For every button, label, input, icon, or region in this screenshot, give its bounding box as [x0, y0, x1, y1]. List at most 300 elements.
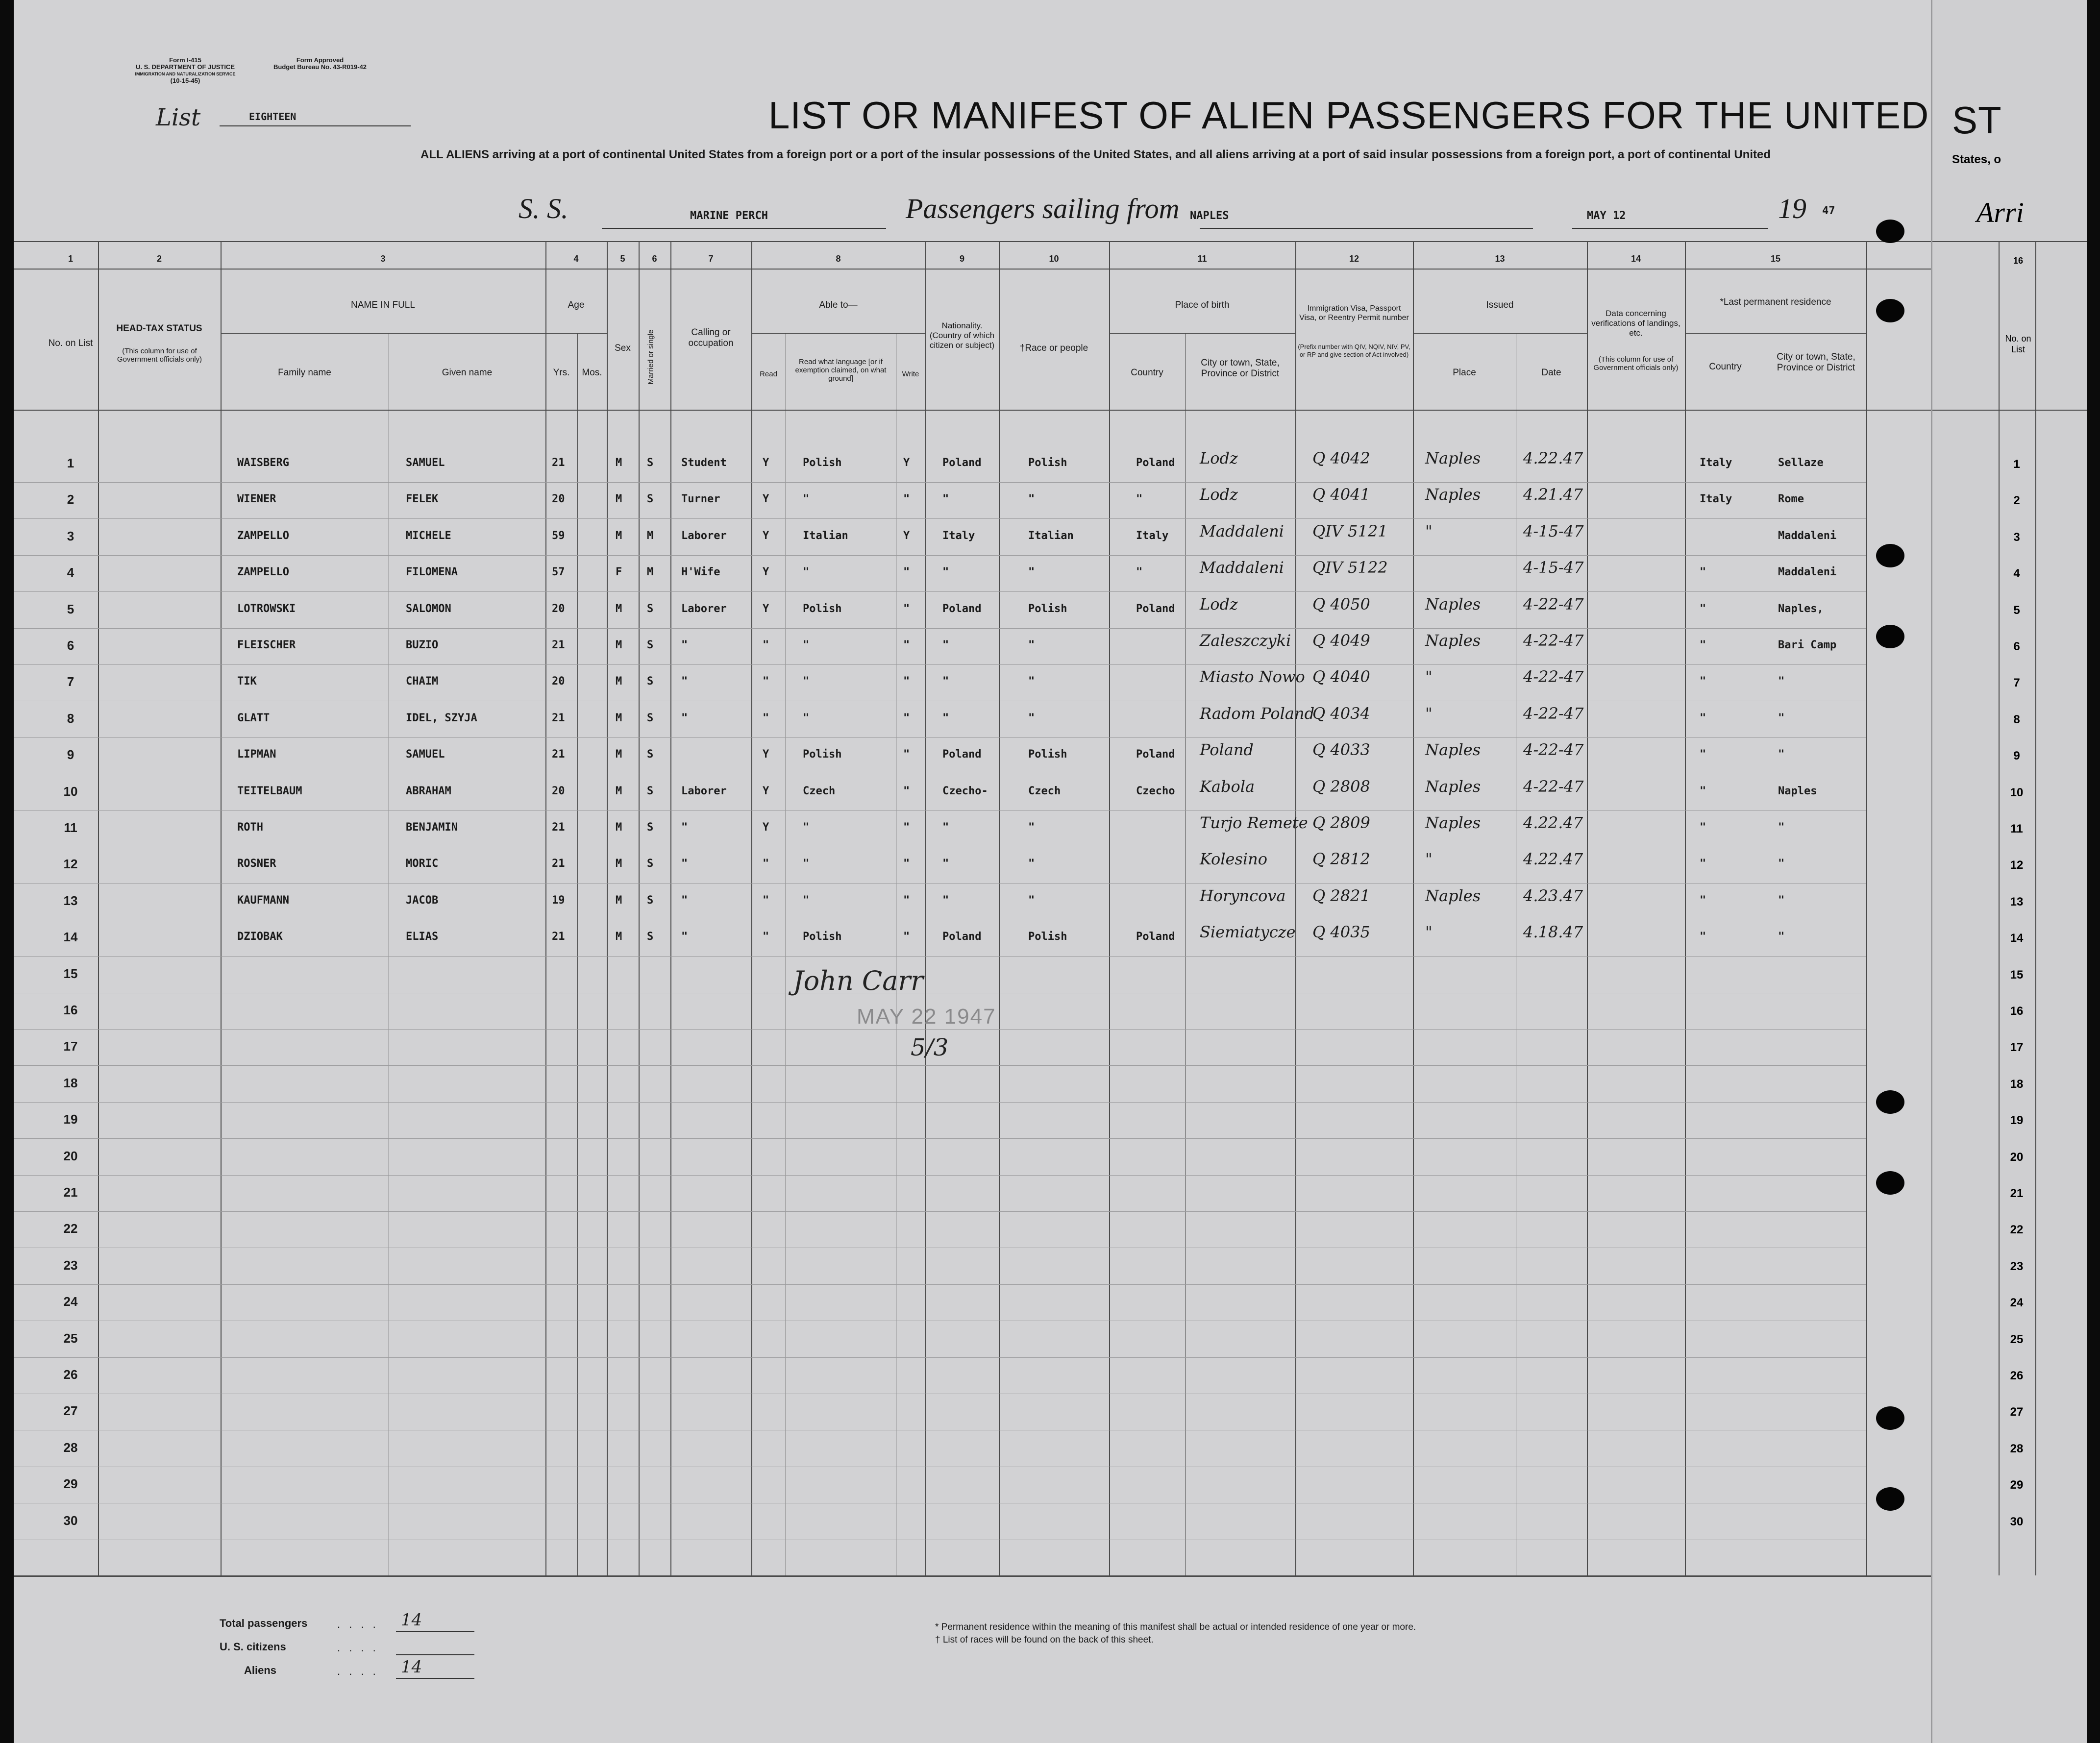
age-years: 21	[552, 639, 565, 651]
can-read: "	[763, 894, 769, 907]
row-rule	[14, 1029, 1866, 1030]
issued-date: 4.23.47	[1523, 886, 1583, 905]
sex: F	[616, 566, 622, 579]
family-name: KAUFMANN	[237, 894, 289, 907]
issued-place: Naples	[1425, 631, 1481, 650]
row-rule	[14, 1211, 1866, 1212]
birth-city: Maddaleni	[1200, 521, 1284, 540]
given-name: MICHELE	[406, 529, 451, 542]
row-number: 16	[63, 1003, 78, 1017]
family-name: TEITELBAUM	[237, 785, 302, 797]
issued-date: 4-22-47	[1523, 631, 1584, 650]
occupation: "	[681, 821, 688, 834]
birth-country: "	[1136, 493, 1143, 506]
can-write: Y	[903, 529, 910, 542]
header-able-to: Able to—	[819, 300, 858, 310]
budget-number: Budget Bureau No. 43-R019-42	[273, 63, 367, 71]
residence-country: "	[1700, 566, 1706, 579]
header-visa-note: (Prefix number with QIV, NQIV, NIV, PV, or RP and give section of Act involved)	[1298, 343, 1410, 358]
dot-leader: . . . .	[337, 1642, 379, 1654]
col-line	[639, 241, 640, 1575]
issued-date: 4.22.47	[1523, 813, 1583, 832]
row-number: 26	[63, 1367, 78, 1382]
row-number: 22	[63, 1221, 78, 1236]
read-language: Polish	[803, 602, 842, 615]
able-subheader-line	[751, 333, 925, 334]
visa-number: Q 4049	[1312, 631, 1370, 650]
residence-city: "	[1778, 894, 1785, 907]
residence-city: Naples,	[1778, 602, 1824, 615]
row-number: 9	[67, 747, 74, 762]
can-read: Y	[763, 785, 769, 797]
residence-city: Sellaze	[1778, 457, 1824, 469]
row-rule	[14, 737, 1866, 738]
visa-number: QIV 5122	[1312, 558, 1388, 577]
adjacent-row-number: 6	[2013, 640, 2020, 653]
row-rule	[14, 591, 1866, 592]
adjacent-row-number: 10	[2010, 786, 2024, 799]
sex: M	[616, 493, 622, 506]
row-rule	[14, 1138, 1866, 1139]
family-name: LOTROWSKI	[237, 602, 296, 615]
issued-date: 4-22-47	[1523, 777, 1584, 796]
row-rule	[14, 1284, 1866, 1285]
adjacent-row-number: 7	[2013, 676, 2020, 690]
given-name: IDEL, SZYJA	[406, 712, 477, 724]
sailing-date: MAY 12	[1587, 210, 1626, 222]
sex: M	[616, 821, 622, 834]
list-label: List	[156, 104, 201, 131]
adjacent-border	[1932, 410, 2087, 411]
residence-city: "	[1778, 675, 1785, 688]
issued-place: Naples	[1425, 777, 1481, 796]
residence-subheader-line	[1685, 333, 1866, 334]
row-number: 28	[63, 1440, 78, 1455]
dot-leader: . . . .	[337, 1618, 379, 1630]
residence-city: Bari Camp	[1778, 639, 1837, 651]
issued-subheader-line	[1413, 333, 1587, 334]
adjacent-title: ST	[1952, 98, 2002, 142]
visa-number: Q 2812	[1312, 850, 1370, 869]
read-language: "	[803, 493, 810, 506]
race: Polish	[1028, 602, 1067, 615]
birth-city: Lodz	[1200, 594, 1238, 614]
family-name: GLATT	[237, 712, 270, 724]
given-name: BUZIO	[406, 639, 439, 651]
col-line	[577, 333, 578, 1575]
header-head-tax-note: (This column for use of Government officials only)	[117, 347, 202, 364]
adjacent-border	[1932, 241, 2087, 242]
residence-country: "	[1700, 894, 1706, 907]
issued-place: "	[1425, 667, 1433, 687]
read-language: "	[803, 858, 810, 870]
column-number: 8	[836, 254, 841, 264]
form-date-code: (10-15-45)	[170, 77, 200, 84]
page-title: LIST OR MANIFEST OF ALIEN PASSENGERS FOR THE UNITED	[768, 94, 1929, 137]
can-read: Y	[763, 821, 769, 834]
age-years: 19	[552, 894, 565, 907]
sex: M	[616, 785, 622, 797]
row-number: 23	[63, 1257, 78, 1273]
port-underline	[1200, 228, 1533, 229]
name-subheader-line	[221, 333, 545, 334]
marital-status: S	[647, 602, 654, 615]
adjacent-row-number: 11	[2010, 822, 2023, 835]
marital-status: S	[647, 785, 654, 797]
aliens-value: 14	[401, 1657, 422, 1677]
column-number: 11	[1197, 254, 1207, 264]
residence-city: Maddaleni	[1778, 566, 1837, 579]
service-name: IMMIGRATION AND NATURALIZATION SERVICE	[135, 72, 236, 76]
adjacent-row-number: 14	[2010, 932, 2024, 945]
issued-date: 4-22-47	[1523, 740, 1584, 760]
visa-number: Q 4033	[1312, 740, 1370, 760]
punch-hole	[1876, 1406, 1904, 1430]
age-years: 21	[552, 821, 565, 834]
family-name: WAISBERG	[237, 457, 289, 469]
adjacent-row-number: 5	[2013, 603, 2020, 617]
adjacent-colnum: 16	[2013, 256, 2024, 266]
occupation: "	[681, 675, 688, 688]
occupation: "	[681, 712, 688, 724]
punch-hole	[1876, 299, 1904, 322]
can-write: "	[903, 639, 910, 651]
nationality: Poland	[942, 931, 982, 943]
race: "	[1028, 894, 1035, 907]
can-read: Y	[763, 457, 769, 469]
family-name: WIENER	[237, 493, 276, 506]
form-number: Form I-415	[169, 56, 201, 64]
header-birth-city: City or town, State, Province or District	[1201, 358, 1280, 379]
nationality: "	[942, 821, 949, 834]
read-language: Czech	[803, 785, 836, 797]
list-value: EIGHTEEN	[249, 111, 296, 123]
issued-place: Naples	[1425, 740, 1481, 760]
visa-number: Q 2821	[1312, 886, 1370, 905]
issued-date: 4.22.47	[1523, 449, 1583, 467]
col-line	[1866, 241, 1867, 1575]
header-calling: Calling or occupation	[688, 327, 734, 348]
column-number: 13	[1495, 254, 1505, 264]
nationality: Poland	[942, 457, 982, 469]
us-citizens-label: U. S. citizens	[220, 1641, 286, 1653]
birth-country: "	[1136, 566, 1143, 579]
adjacent-row-number: 9	[2013, 749, 2020, 763]
residence-country: "	[1700, 858, 1706, 870]
visa-number: Q 4035	[1312, 923, 1370, 942]
header-race: †Race or people	[1019, 343, 1088, 353]
residence-city: "	[1778, 821, 1785, 834]
race: Italian	[1028, 529, 1074, 542]
nationality: "	[942, 858, 949, 870]
can-write: "	[903, 748, 910, 761]
row-number: 17	[63, 1039, 78, 1054]
age-years: 20	[552, 602, 565, 615]
nationality: "	[942, 894, 949, 907]
header-issued-place: Place	[1453, 368, 1476, 378]
birth-city: Kabola	[1200, 777, 1255, 796]
department-name: U. S. DEPARTMENT OF JUSTICE	[136, 63, 235, 71]
col-line	[607, 241, 608, 1575]
given-name: FILOMENA	[406, 566, 458, 579]
nationality: Italy	[942, 529, 975, 542]
read-language: Polish	[803, 748, 842, 761]
age-years: 57	[552, 566, 565, 579]
birth-city: Poland	[1200, 740, 1254, 760]
residence-country: Italy	[1700, 493, 1732, 506]
marital-status: M	[647, 529, 654, 542]
punch-hole	[1876, 1171, 1904, 1195]
table-top-border	[14, 241, 1935, 242]
header-yrs: Yrs.	[553, 368, 570, 378]
adjacent-row-number: 16	[2010, 1005, 2024, 1018]
family-name: ZAMPELLO	[237, 566, 289, 579]
occupation: "	[681, 931, 688, 943]
row-number: 8	[67, 711, 74, 726]
race: Polish	[1028, 748, 1067, 761]
birth-country: Poland	[1136, 457, 1175, 469]
can-write: "	[903, 566, 910, 579]
aliens-underline	[396, 1678, 474, 1679]
race: "	[1028, 712, 1035, 724]
issued-date: 4.21.47	[1523, 485, 1583, 504]
year-suffix: 47	[1822, 205, 1835, 217]
column-number: 4	[573, 254, 579, 264]
can-write: Y	[903, 457, 910, 469]
list-underline	[220, 125, 411, 126]
total-passengers-label: Total passengers	[220, 1617, 308, 1629]
can-write: "	[903, 712, 910, 724]
given-name: SAMUEL	[406, 457, 445, 469]
nationality: "	[942, 712, 949, 724]
adjacent-row-number: 20	[2010, 1150, 2024, 1164]
can-read: Y	[763, 566, 769, 579]
visa-number: Q 4050	[1312, 594, 1370, 614]
row-rule	[14, 1357, 1866, 1358]
given-name: SALOMON	[406, 602, 451, 615]
footnote-races: † List of races will be found on the back of this sheet.	[935, 1635, 1154, 1645]
residence-city: "	[1778, 858, 1785, 870]
residence-country: "	[1700, 639, 1706, 651]
header-age: Age	[568, 300, 585, 310]
row-number: 29	[63, 1476, 78, 1492]
issued-place: "	[1425, 704, 1433, 723]
occupation: Student	[681, 457, 727, 469]
column-number: 1	[68, 254, 73, 264]
age-years: 21	[552, 712, 565, 724]
col-line	[545, 241, 546, 1575]
residence-country: "	[1700, 748, 1706, 761]
header-nationality: Nationality. (Country of which citizen or subject)	[929, 321, 995, 350]
header-read: Read	[760, 370, 777, 378]
birth-city: Maddaleni	[1200, 558, 1284, 577]
read-language: "	[803, 894, 810, 907]
birth-city: Turjo Remete	[1200, 813, 1308, 832]
residence-country: Italy	[1700, 457, 1732, 469]
occupation: Laborer	[681, 529, 727, 542]
col-line	[1587, 241, 1588, 1575]
sex: M	[616, 931, 622, 943]
year-prefix: 19	[1778, 193, 1806, 224]
adjacent-row-number: 3	[2013, 530, 2020, 544]
marital-status: S	[647, 639, 654, 651]
row-number: 3	[67, 528, 74, 543]
header-verifications-note: (This column for use of Government officials only)	[1593, 355, 1679, 372]
adjacent-notice: States, o	[1952, 153, 2001, 166]
adjacent-no-on-list: No. on List	[2005, 334, 2031, 354]
budget-block	[264, 57, 376, 71]
family-name: ZAMPELLO	[237, 529, 289, 542]
row-number: 15	[63, 966, 78, 981]
ship-underline	[602, 228, 886, 229]
adjacent-row-number: 19	[2010, 1114, 2024, 1128]
row-rule	[14, 664, 1866, 665]
race: "	[1028, 821, 1035, 834]
adjacent-row-number: 29	[2010, 1478, 2024, 1492]
given-name: JACOB	[406, 894, 439, 907]
header-no-on-list: No. on List	[48, 338, 93, 348]
issued-date: 4-22-47	[1523, 667, 1584, 687]
birth-country: Poland	[1136, 748, 1175, 761]
row-rule	[14, 628, 1866, 629]
notice-text: ALL ALIENS arriving at a port of continental United States from a foreign port or a port of the insular possessions of the United States, and all aliens arriving at a port of said insular possessions from a foreign port, a port of continental United	[420, 148, 1771, 161]
can-write: "	[903, 931, 910, 943]
issued-date: 4.22.47	[1523, 850, 1583, 869]
read-language: Italian	[803, 529, 848, 542]
row-rule	[14, 555, 1866, 556]
row-rule	[14, 1102, 1866, 1103]
ship-name: MARINE PERCH	[690, 210, 768, 222]
column-number: 3	[380, 254, 386, 264]
birth-country: Poland	[1136, 602, 1175, 615]
col-line	[1295, 241, 1296, 1575]
adjacent-row-number: 13	[2010, 895, 2024, 908]
column-number: 12	[1349, 254, 1359, 264]
can-read: "	[763, 931, 769, 943]
race: Polish	[1028, 931, 1067, 943]
form-number-block	[134, 57, 237, 84]
issued-date: 4-15-47	[1523, 521, 1584, 540]
can-read: "	[763, 858, 769, 870]
row-number: 21	[63, 1185, 78, 1200]
visa-number: Q 2809	[1312, 813, 1370, 832]
sex: M	[616, 858, 622, 870]
adjacent-row-number: 1	[2013, 458, 2020, 471]
can-write: "	[903, 858, 910, 870]
header-last-residence: *Last permanent residence	[1720, 297, 1831, 307]
adjacent-row-number: 12	[2010, 859, 2024, 872]
column-number: 2	[156, 254, 162, 264]
age-years: 21	[552, 748, 565, 761]
punch-hole	[1876, 220, 1904, 243]
dot-leader: . . . .	[337, 1665, 379, 1677]
stamp-initials: 5/3	[911, 1034, 949, 1061]
birth-city: Lodz	[1200, 485, 1238, 504]
col-line	[1685, 241, 1686, 1575]
read-language: Polish	[803, 457, 842, 469]
adjacent-row-number: 28	[2010, 1442, 2024, 1455]
total-passengers-value: 14	[401, 1610, 422, 1630]
adjacent-row-number: 23	[2010, 1259, 2024, 1273]
race: Czech	[1028, 785, 1061, 797]
occupation: "	[681, 858, 688, 870]
visa-number: Q 4034	[1312, 704, 1370, 723]
residence-city: "	[1778, 931, 1785, 943]
column-number: 7	[708, 254, 714, 264]
row-rule	[14, 1175, 1866, 1176]
sex: M	[616, 894, 622, 907]
row-number: 12	[63, 857, 78, 872]
row-number: 11	[64, 820, 77, 835]
row-number: 20	[63, 1148, 78, 1163]
birth-country: Italy	[1136, 529, 1169, 542]
examiner-signature: John Carr	[793, 965, 924, 996]
can-read: "	[763, 675, 769, 688]
residence-country: "	[1700, 602, 1706, 615]
row-number: 30	[63, 1513, 78, 1528]
birth-country: Poland	[1136, 931, 1175, 943]
sex: M	[616, 712, 622, 724]
ss-label: S. S.	[519, 193, 568, 224]
residence-country: "	[1700, 712, 1706, 724]
col-line	[98, 241, 99, 1575]
visa-number: Q 4042	[1312, 449, 1370, 467]
residence-city: Naples	[1778, 785, 1817, 797]
age-years: 20	[552, 493, 565, 506]
adjacent-row-number: 4	[2013, 567, 2020, 581]
row-number: 25	[63, 1330, 78, 1346]
can-read: Y	[763, 529, 769, 542]
row-number: 5	[67, 601, 74, 616]
age-years: 59	[552, 529, 565, 542]
header-head-tax: HEAD-TAX STATUS	[116, 323, 202, 334]
residence-country: "	[1700, 675, 1706, 688]
adjacent-row-number: 21	[2010, 1187, 2024, 1200]
sex: M	[616, 529, 622, 542]
given-name: BENJAMIN	[406, 821, 458, 834]
family-name: FLEISCHER	[237, 639, 296, 651]
issued-place: Naples	[1425, 594, 1481, 614]
marital-status: M	[647, 566, 654, 579]
header-family-name: Family name	[278, 368, 331, 378]
issued-place: "	[1425, 850, 1433, 869]
birth-city: Radom Poland	[1200, 704, 1315, 723]
visa-number: Q 4040	[1312, 667, 1370, 687]
sex: M	[616, 602, 622, 615]
race: "	[1028, 493, 1035, 506]
residence-city: "	[1778, 748, 1785, 761]
marital-status: S	[647, 858, 654, 870]
age-years: 21	[552, 858, 565, 870]
column-number: 14	[1631, 254, 1641, 264]
column-number: 5	[620, 254, 625, 264]
adjacent-row-number: 17	[2010, 1041, 2024, 1055]
col-line	[221, 241, 222, 1575]
adjacent-row-number: 2	[2013, 494, 2020, 508]
read-language: "	[803, 566, 810, 579]
issued-place: Naples	[1425, 813, 1481, 832]
nationality: "	[942, 639, 949, 651]
given-name: ELIAS	[406, 931, 439, 943]
row-rule	[14, 883, 1866, 884]
birth-country: Czecho	[1136, 785, 1175, 797]
residence-country: "	[1700, 931, 1706, 943]
colnum-bottom-border	[14, 269, 1935, 270]
header-issued: Issued	[1486, 300, 1514, 310]
visa-number: Q 2808	[1312, 777, 1370, 796]
occupation: H'Wife	[681, 566, 720, 579]
can-write: "	[903, 894, 910, 907]
